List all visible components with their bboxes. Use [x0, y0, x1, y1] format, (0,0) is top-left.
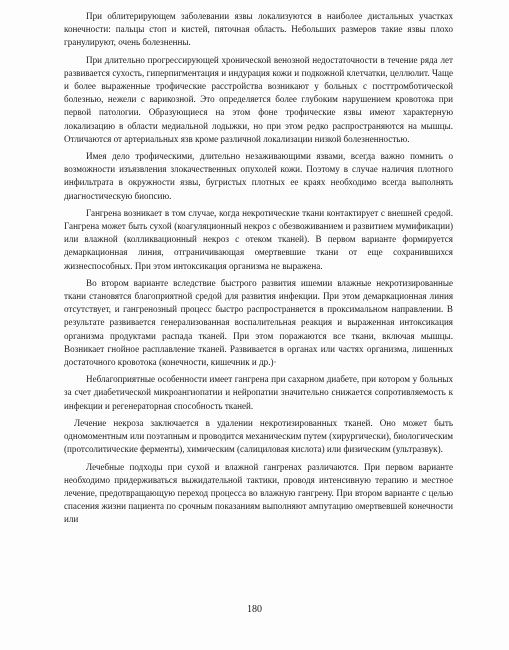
page-number: 180	[247, 604, 262, 615]
paragraph-gangrene-types: Гангрена возникает в том случае, когда некротические ткани контактирует с внешней средой. Гангрена может быть сухой (коагуляционный некроз с обезвоживанием и развитием мумификации) или влажной (колликвационный некроз с отеком тканей). В первом варианте формируется демаркационная линия, отграничивающая омертвевшие ткани от еще сохранившихся жизнеспособных. При этом интоксикация организма не выражена.	[64, 207, 453, 271]
paragraph-venous-insufficiency: При длительно прогрессирующей хронической венозной недостаточности в течение ряда лет развивается сухость, гиперпигментация и индурация кожи и подкожной клетчатки, целлюлит. Чаще и более выраженные трофические расстройства возникают у больных с посттромботической болезнью, нежели с варикозной. Это определяется более глубоким нарушением кровотока при первой патологии. Образующиеся на этом фоне трофические язвы имеют характерную локализацию в области медиальной лодыжки, но при этом редко распространяются на мышцы. Отличаются от артериальных язв кроме различной локализации низкой болезненностью.	[64, 54, 453, 144]
paragraph-diabetic-gangrene: Неблагоприятные особенности имеет гангрена при сахарном диабете, при котором у больных за счет диабетической микроангиопатии и нейропатии значительно снижается сопротивляемость к инфекции и регенераторная способность тканей.	[64, 374, 453, 411]
paragraph-ulcer-obliterating: При облитерирующем заболевании язвы локализуются в наиболее дистальных участках конечности: пальцы стоп и кистей, пяточная область. Небольших размеров такие язвы плохо гранулируют, очень болезненны.	[64, 11, 453, 48]
paragraph-treatment-approaches: Лечебные подходы при сухой и влажной гангренах различаются. При первом варианте необходимо придерживаться выжидательной тактики, проводя интенсивную терапию и местное лечение, предотвращающую переход процесса во влажную гангрену. При втором варианте с целью спасения жизни пациента по срочным показаниям выполняют ампутацию омертвевшей конечности или	[64, 461, 453, 525]
paragraph-necrosis-treatment: Лечение некроза заключается в удалении некротизированных тканей. Оно может быть одномоментным или поэтапным и проводится механическим путем (хирургически), биологическим (протсолитические ферменты), химическим (салициловая кислота) или физическим (ультразвук).	[64, 417, 453, 455]
paragraph-wet-gangrene: Во втором варианте вследствие быстрого развития ишемии влажные некротизированные ткани становятся благоприятной средой для развития инфекции. При этом демаркационная линия отсутствует, и гангренозный процесс быстро распространяется в проксимальном направлении. В результате развивается генерализованная воспалительная реакция и выраженная интоксикация организма продуктами распада тканей. При этом поражаются все ткани, включая мышцы. Возникает гнойное расплавление тканей. Развивается в органах или частях организма, лишенных достаточного кровотока (конечности, кишечник и др.)·	[64, 277, 453, 368]
paragraph-malignancy-biopsy: Имея дело трофическими, длительно незаживающими язвами, всегда важно помнить о возможности изъязвления злокачественных опухолей кожи. Поэтому в случае наличия плотного инфильтрата в окружности язвы, бугристых плотных ее краях необходимо всегда выполнять диагностическую биопсию.	[64, 151, 453, 201]
